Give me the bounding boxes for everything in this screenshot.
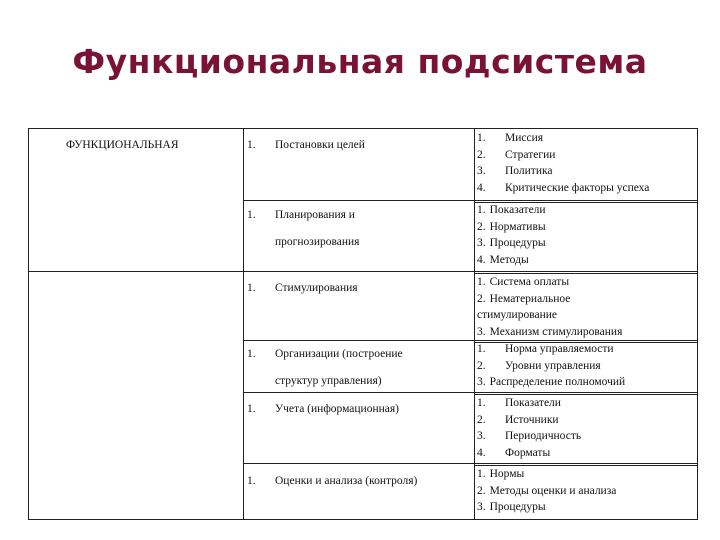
list-item-text: Нематериальное (489, 292, 571, 305)
list-item (477, 235, 546, 252)
table-rule (243, 340, 698, 341)
function-name-cell (247, 473, 417, 490)
function-number: 1. (247, 403, 256, 415)
page-title: Функциональная подсистема (72, 42, 648, 81)
function-name-cell (247, 280, 358, 297)
list-item-number: 1. (477, 343, 486, 355)
list-item-text: Процедуры (489, 501, 546, 513)
list-item-number: 2. (477, 292, 486, 305)
list-item-text: Нормативы (489, 220, 546, 233)
table-rule (243, 463, 698, 464)
list-item-text: Показатели (489, 204, 546, 216)
function-name-line: Учета (информационная) (275, 403, 399, 415)
list-item-number: 1. (477, 276, 486, 288)
list-item (477, 163, 649, 180)
list-item-number: 2. (477, 220, 486, 233)
list-item-number: 1. (477, 132, 486, 144)
table-rule (28, 271, 243, 272)
function-name-cell (247, 401, 399, 418)
list-item-number: 1. (477, 397, 486, 409)
list-item-number: 4. (477, 181, 486, 194)
function-items-list (477, 341, 625, 391)
list-item-text: Уровни управления (505, 359, 601, 372)
function-name-line: Организации (построение (275, 348, 403, 360)
function-items-list (477, 274, 622, 340)
table-rule (243, 200, 698, 201)
list-item (477, 428, 581, 445)
list-item-text: Политика (505, 165, 553, 177)
list-item-number: 3. (477, 501, 486, 513)
list-item-number: 4. (477, 253, 486, 266)
list-item-text: Распределение полномочий (489, 376, 626, 388)
list-item-number: 2. (477, 148, 486, 161)
table-rule (474, 128, 475, 520)
function-items-list (477, 202, 546, 268)
list-item-number: 2. (477, 484, 486, 497)
function-name-cell (247, 207, 360, 248)
function-name-cell (247, 137, 365, 154)
function-number: 1. (247, 348, 256, 360)
function-number: 1. (247, 209, 256, 221)
list-item-text: Критические факторы успеха (505, 181, 650, 194)
table-rule (243, 128, 244, 520)
list-item (477, 274, 622, 291)
list-item (477, 341, 625, 358)
list-item (477, 374, 625, 391)
left-column-label: ФУНКЦИОНАЛЬНАЯ (66, 139, 179, 151)
list-item-number: 1. (477, 468, 486, 480)
list-item-text: Периодичность (505, 430, 582, 442)
list-item-number: 3. (477, 325, 486, 338)
list-item-number: 3. (477, 237, 486, 249)
list-item (477, 219, 546, 236)
list-item-text: стимулирование (477, 309, 557, 321)
list-item-text: Стратегии (505, 148, 556, 161)
list-item-text: Показатели (505, 397, 561, 409)
list-item (477, 252, 546, 269)
function-name-line: прогнозирования (275, 236, 360, 248)
function-items-list (477, 395, 581, 461)
list-item-text: Нормы (489, 468, 525, 480)
table-rule (243, 271, 698, 272)
function-items-list (477, 466, 616, 516)
list-item (477, 395, 581, 412)
list-item-text: Система оплаты (489, 276, 570, 288)
list-item (477, 180, 649, 197)
function-number: 1. (247, 139, 256, 151)
list-item-number: 3. (477, 165, 486, 177)
list-item (477, 147, 649, 164)
list-item-text: Механизм стимулирования (489, 325, 623, 338)
list-item (477, 499, 616, 516)
list-item-text: Методы оценки и анализа (489, 484, 617, 497)
list-item-number: 3. (477, 430, 486, 442)
list-item-text: Норма управляемости (505, 343, 614, 355)
list-item (477, 202, 546, 219)
list-item-text: Процедуры (489, 237, 546, 249)
list-item (477, 412, 581, 429)
function-name-line: структур управления) (275, 375, 382, 387)
function-name-line: Постановки целей (275, 139, 365, 151)
list-item-number: 2. (477, 359, 486, 372)
list-item (477, 307, 622, 324)
list-item-text: Методы (489, 253, 529, 266)
list-item (477, 358, 625, 375)
table-rule (243, 392, 698, 393)
list-item (477, 324, 622, 341)
list-item (477, 445, 581, 462)
function-name-line: Стимулирования (275, 282, 358, 294)
list-item-number: 2. (477, 413, 486, 426)
list-item-text: Миссия (505, 132, 544, 144)
function-items-list (477, 130, 649, 196)
function-name-line: Оценки и анализа (контроля) (275, 475, 418, 487)
list-item (477, 130, 649, 147)
list-item (477, 291, 622, 308)
list-item-text: Источники (505, 413, 559, 426)
function-name-line: Планирования и (275, 209, 355, 221)
list-item (477, 466, 616, 483)
list-item-number: 1. (477, 204, 486, 216)
function-number: 1. (247, 282, 256, 294)
list-item (477, 483, 616, 500)
list-item-number: 3. (477, 376, 486, 388)
list-item-text: Форматы (505, 446, 551, 459)
list-item-number: 4. (477, 446, 486, 459)
function-number: 1. (247, 475, 256, 487)
function-name-cell (247, 346, 403, 387)
